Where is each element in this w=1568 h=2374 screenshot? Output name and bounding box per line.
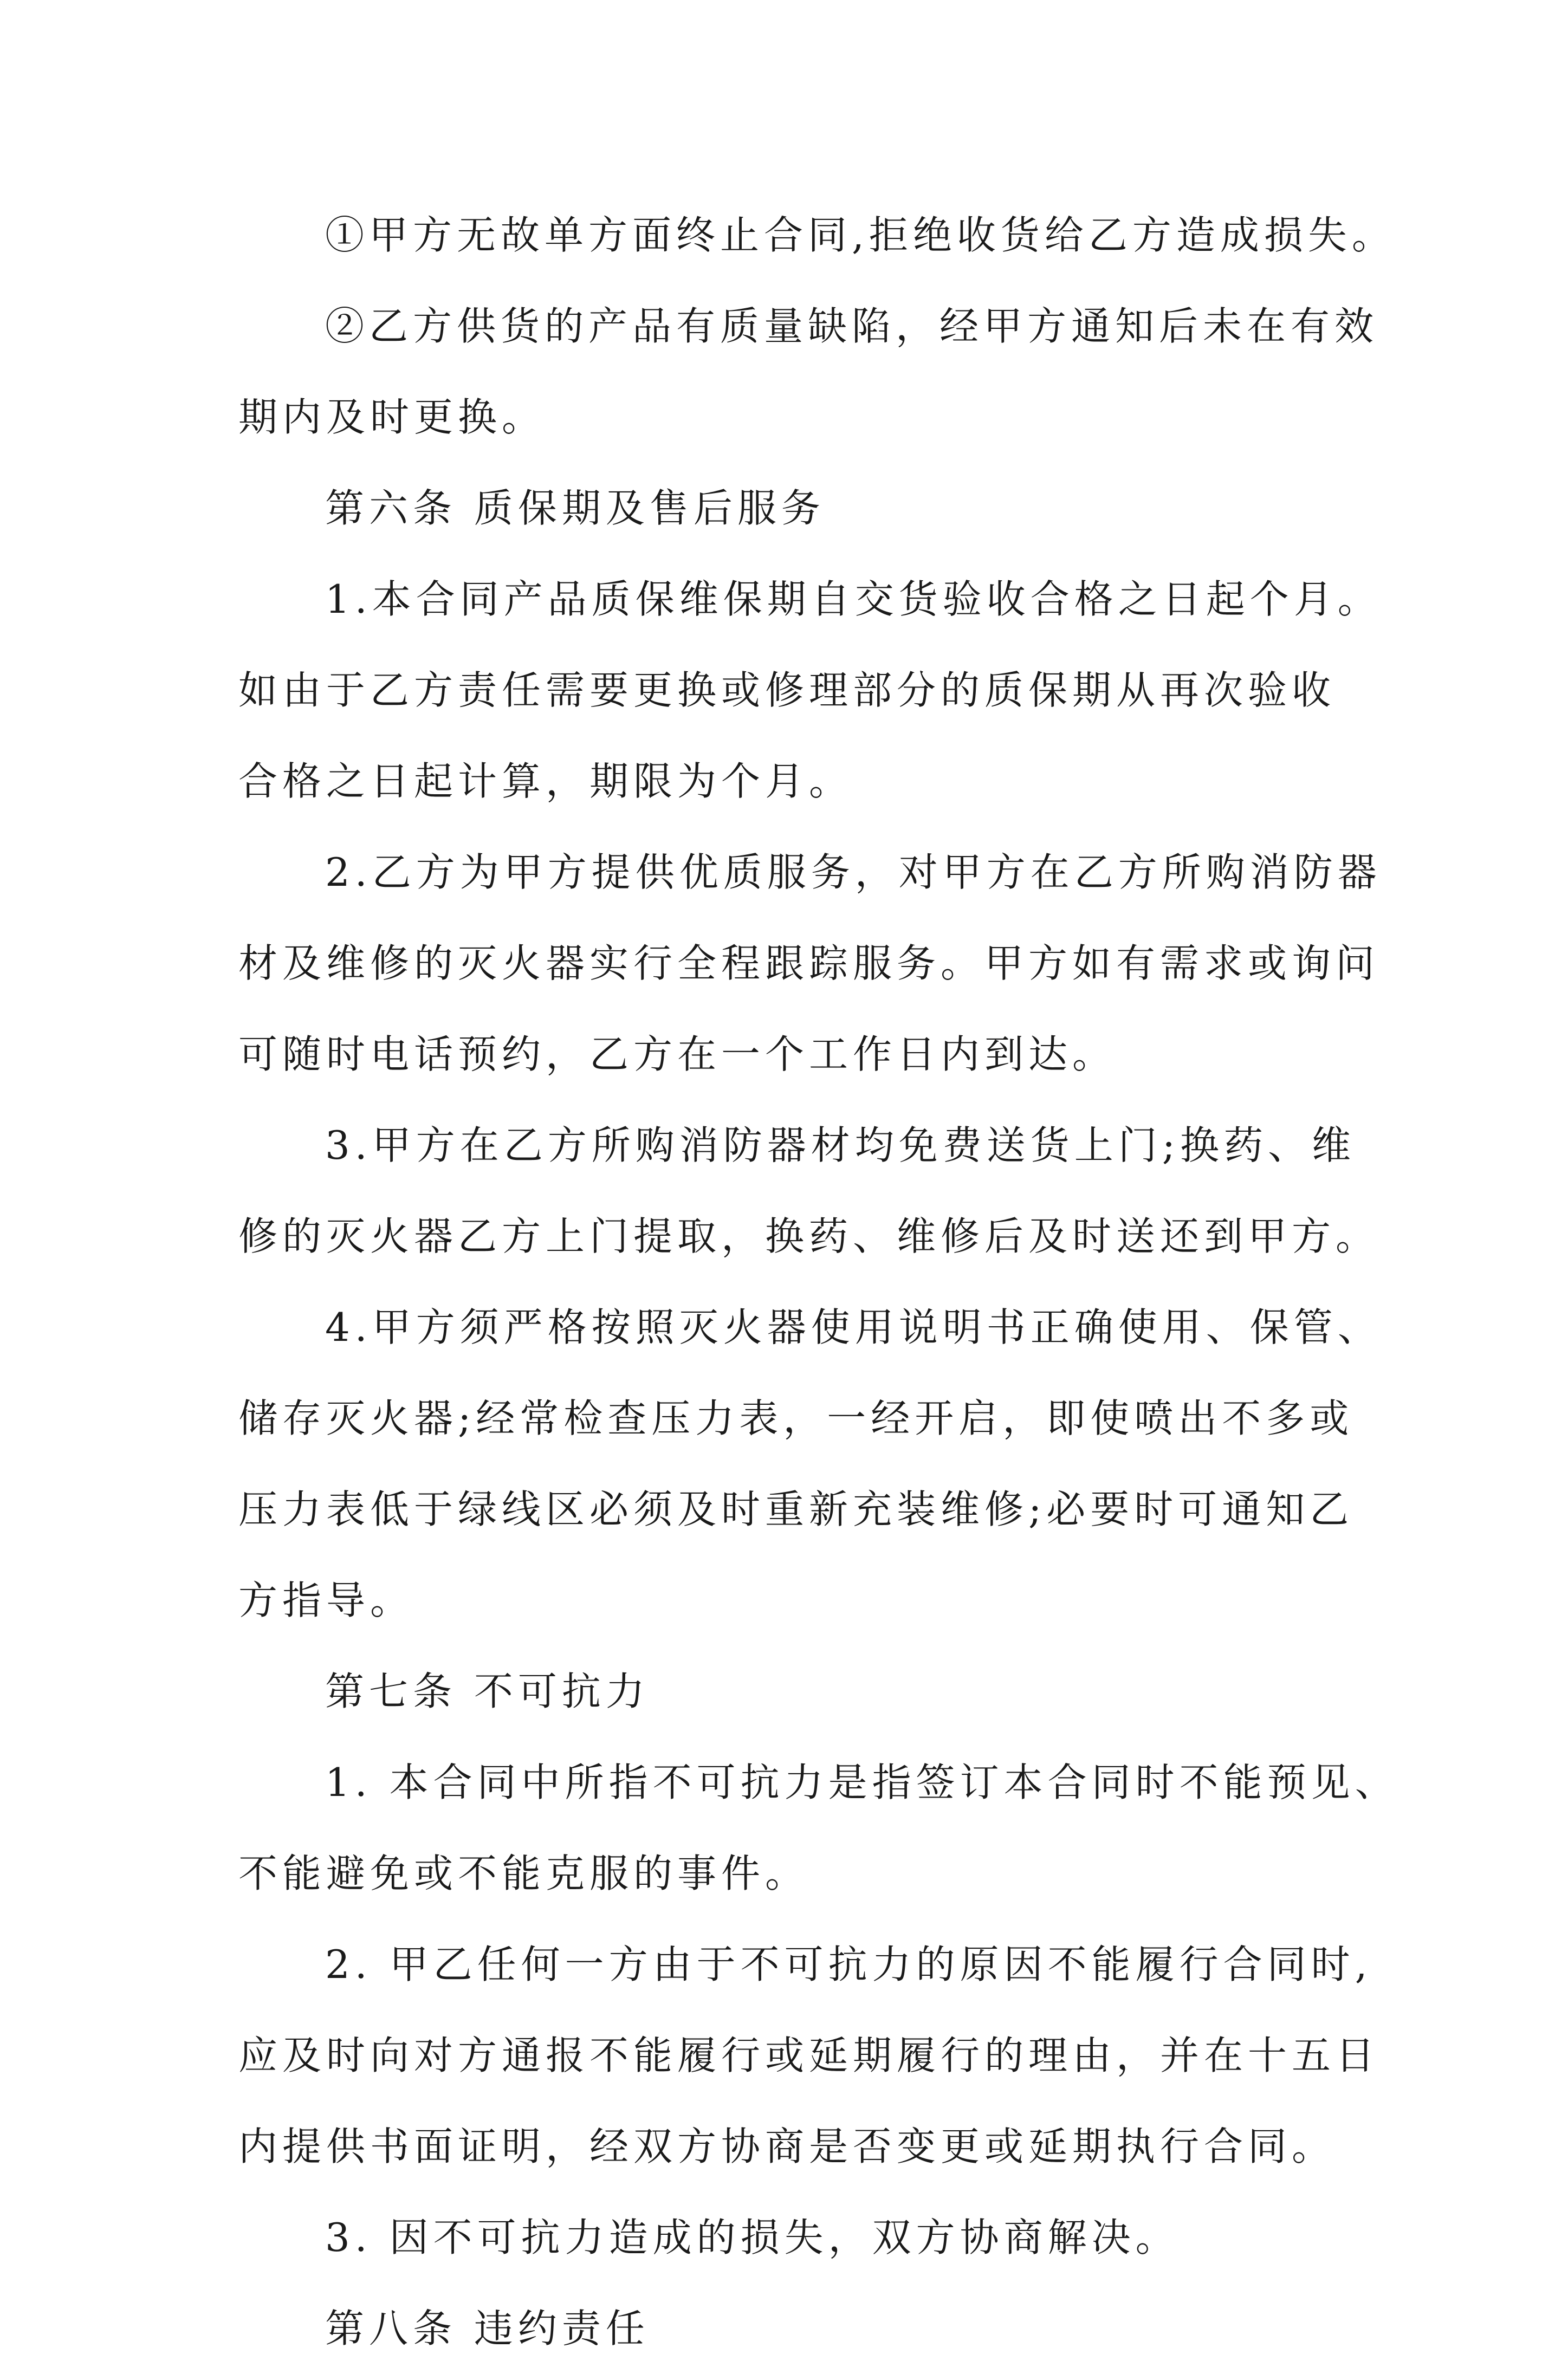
paragraph-line: 3.甲方在乙方所购消防器材均免费送货上门;换药、维 [325,1123,1356,1168]
paragraph-line: 1. 本合同中所指不可抗力是指签订本合同时不能预见、 [325,1760,1399,1805]
paragraph-line: 内提供书面证明，经双方协商是否变更或延期执行合同。 [238,2124,1336,2169]
paragraph-line: 方指导。 [238,1578,414,1623]
section-heading: 第六条 质保期及售后服务 [325,485,825,531]
paragraph-line: ②乙方供货的产品有质量缺陷，经甲方通知后未在有效 [325,303,1379,349]
paragraph-line: 合格之日起计算，期限为个月。 [238,758,853,804]
paragraph-line: 应及时向对方通报不能履行或延期履行的理由，并在十五日 [238,2033,1380,2078]
paragraph-line: 2. 甲乙任何一方由于不可抗力的原因不能履行合同时, [325,1942,1372,1987]
paragraph-line: 不能避免或不能克服的事件。 [238,1851,809,1896]
paragraph-line: 材及维修的灭火器实行全程跟踪服务。甲方如有需求或询问 [238,940,1380,986]
paragraph-line: ①甲方无故单方面终止合同,拒绝收货给乙方造成损失。 [325,212,1396,258]
paragraph-line: 如由于乙方责任需要更换或修理部分的质保期从再次验收 [238,667,1336,713]
paragraph-line: 压力表低于绿线区必须及时重新充装维修;必要时可通知乙 [238,1487,1354,1532]
paragraph-line: 可随时电话预约，乙方在一个工作日内到达。 [238,1032,1117,1077]
paragraph-line: 期内及时更换。 [238,394,546,440]
section-heading: 第八条 违约责任 [325,2306,650,2351]
paragraph-line: 1.本合同产品质保维保期自交货验收合格之日起个月。 [325,576,1382,622]
paragraph-line: 3. 因不可抗力造成的损失，双方协商解决。 [325,2215,1180,2260]
paragraph-line: 4.甲方须严格按照灭火器使用说明书正确使用、保管、 [325,1305,1382,1350]
section-heading: 第七条 不可抗力 [325,1669,650,1714]
paragraph-line: 修的灭火器乙方上门提取，换药、维修后及时送还到甲方。 [238,1214,1380,1259]
document-body [238,190,1399,2374]
paragraph-line: 2.乙方为甲方提供优质服务，对甲方在乙方所购消防器 [325,849,1382,895]
paragraph-line: 储存灭火器;经常检查压力表，一经开启，即使喷出不多或 [238,1396,1354,1441]
